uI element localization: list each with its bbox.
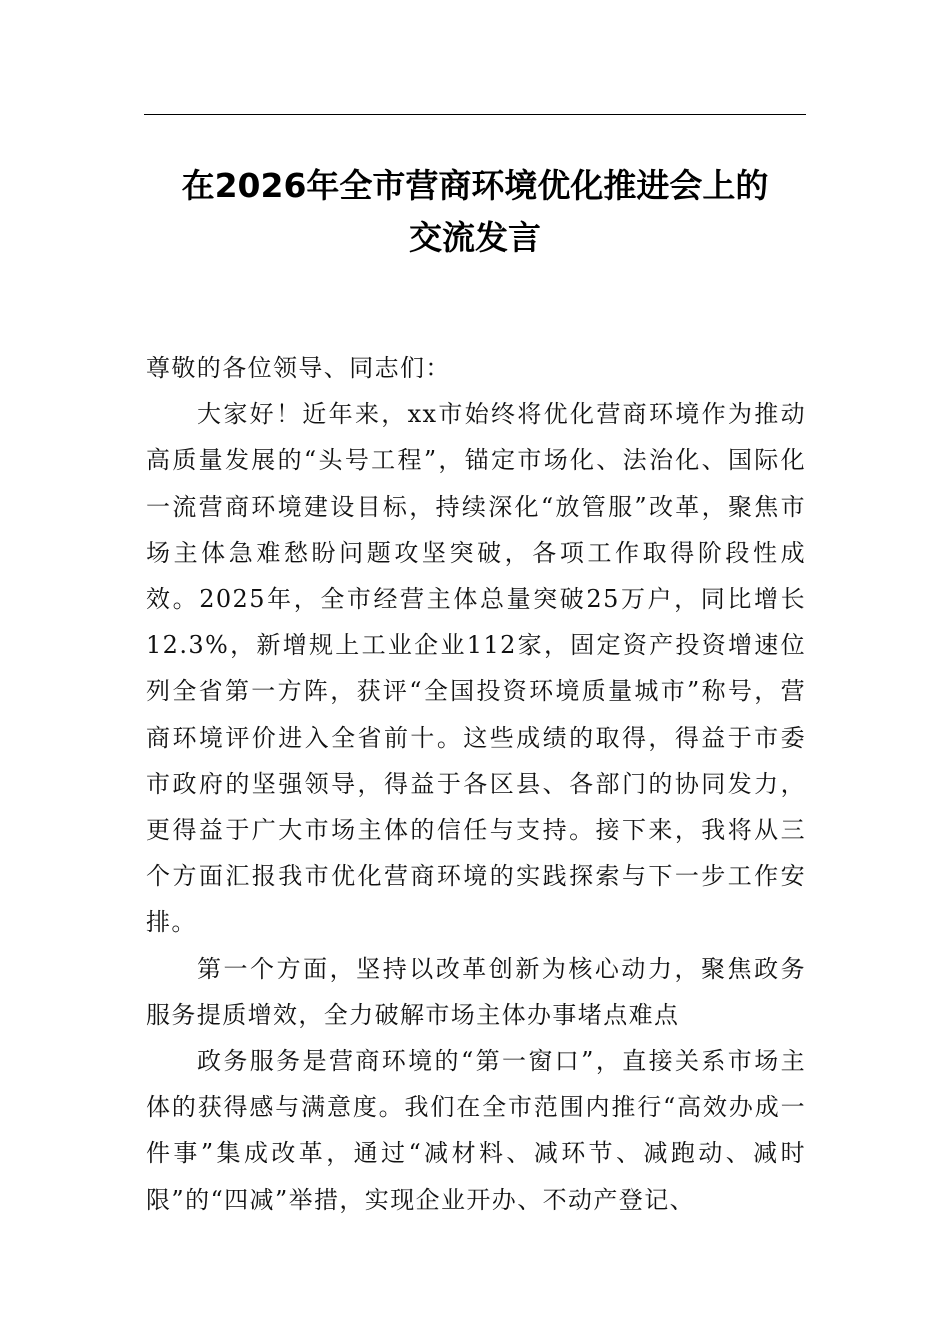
header-rule (144, 114, 806, 115)
title-line-2: 交流发言 (409, 218, 541, 257)
paragraph-section-heading: 第一个方面，坚持以改革创新为核心动力，聚焦政务服务提质增效，全力破解市场主体办事堵点难点 (146, 954, 806, 1029)
document-title (130, 160, 820, 264)
title-line-1: 在2026年全市营商环境优化推进会上的 (181, 166, 769, 205)
paragraph-government-services: 政务服务是营商环境的“第一窗口”，直接关系市场主体的获得感与满意度。我们在全市范围内推行“高效办成一件事”集成改革，通过“减材料、减环节、减跑动、减时限”的“四减”举措，实现企业开办、不动产登记、 (146, 1047, 806, 1214)
paragraph-opening: 大家好！近年来，xx市始终将优化营商环境作为推动高质量发展的“头号工程”，锚定市场化、法治化、国际化一流营商环境建设目标，持续深化“放管服”改革，聚焦市场主体急难愁盼问题攻坚突破，各项工作取得阶段性成效。2025年，全市经营主体总量突破25万户，同比增长12.3%，新增规上工业企业112家，固定资产投资增速位列全省第一方阵，获评“全国投资环境质量城市”称号，营商环境评价进入全省前十。这些成绩的取得，得益于市委市政府的坚强领导，得益于各区县、各部门的协同发力，更得益于广大市场主体的信任与支持。接下来，我将从三个方面汇报我市优化营商环境的实践探索与下一步工作安排。 (146, 400, 806, 937)
document-body (146, 345, 806, 1223)
salutation: 尊敬的各位领导、同志们： (146, 354, 451, 382)
